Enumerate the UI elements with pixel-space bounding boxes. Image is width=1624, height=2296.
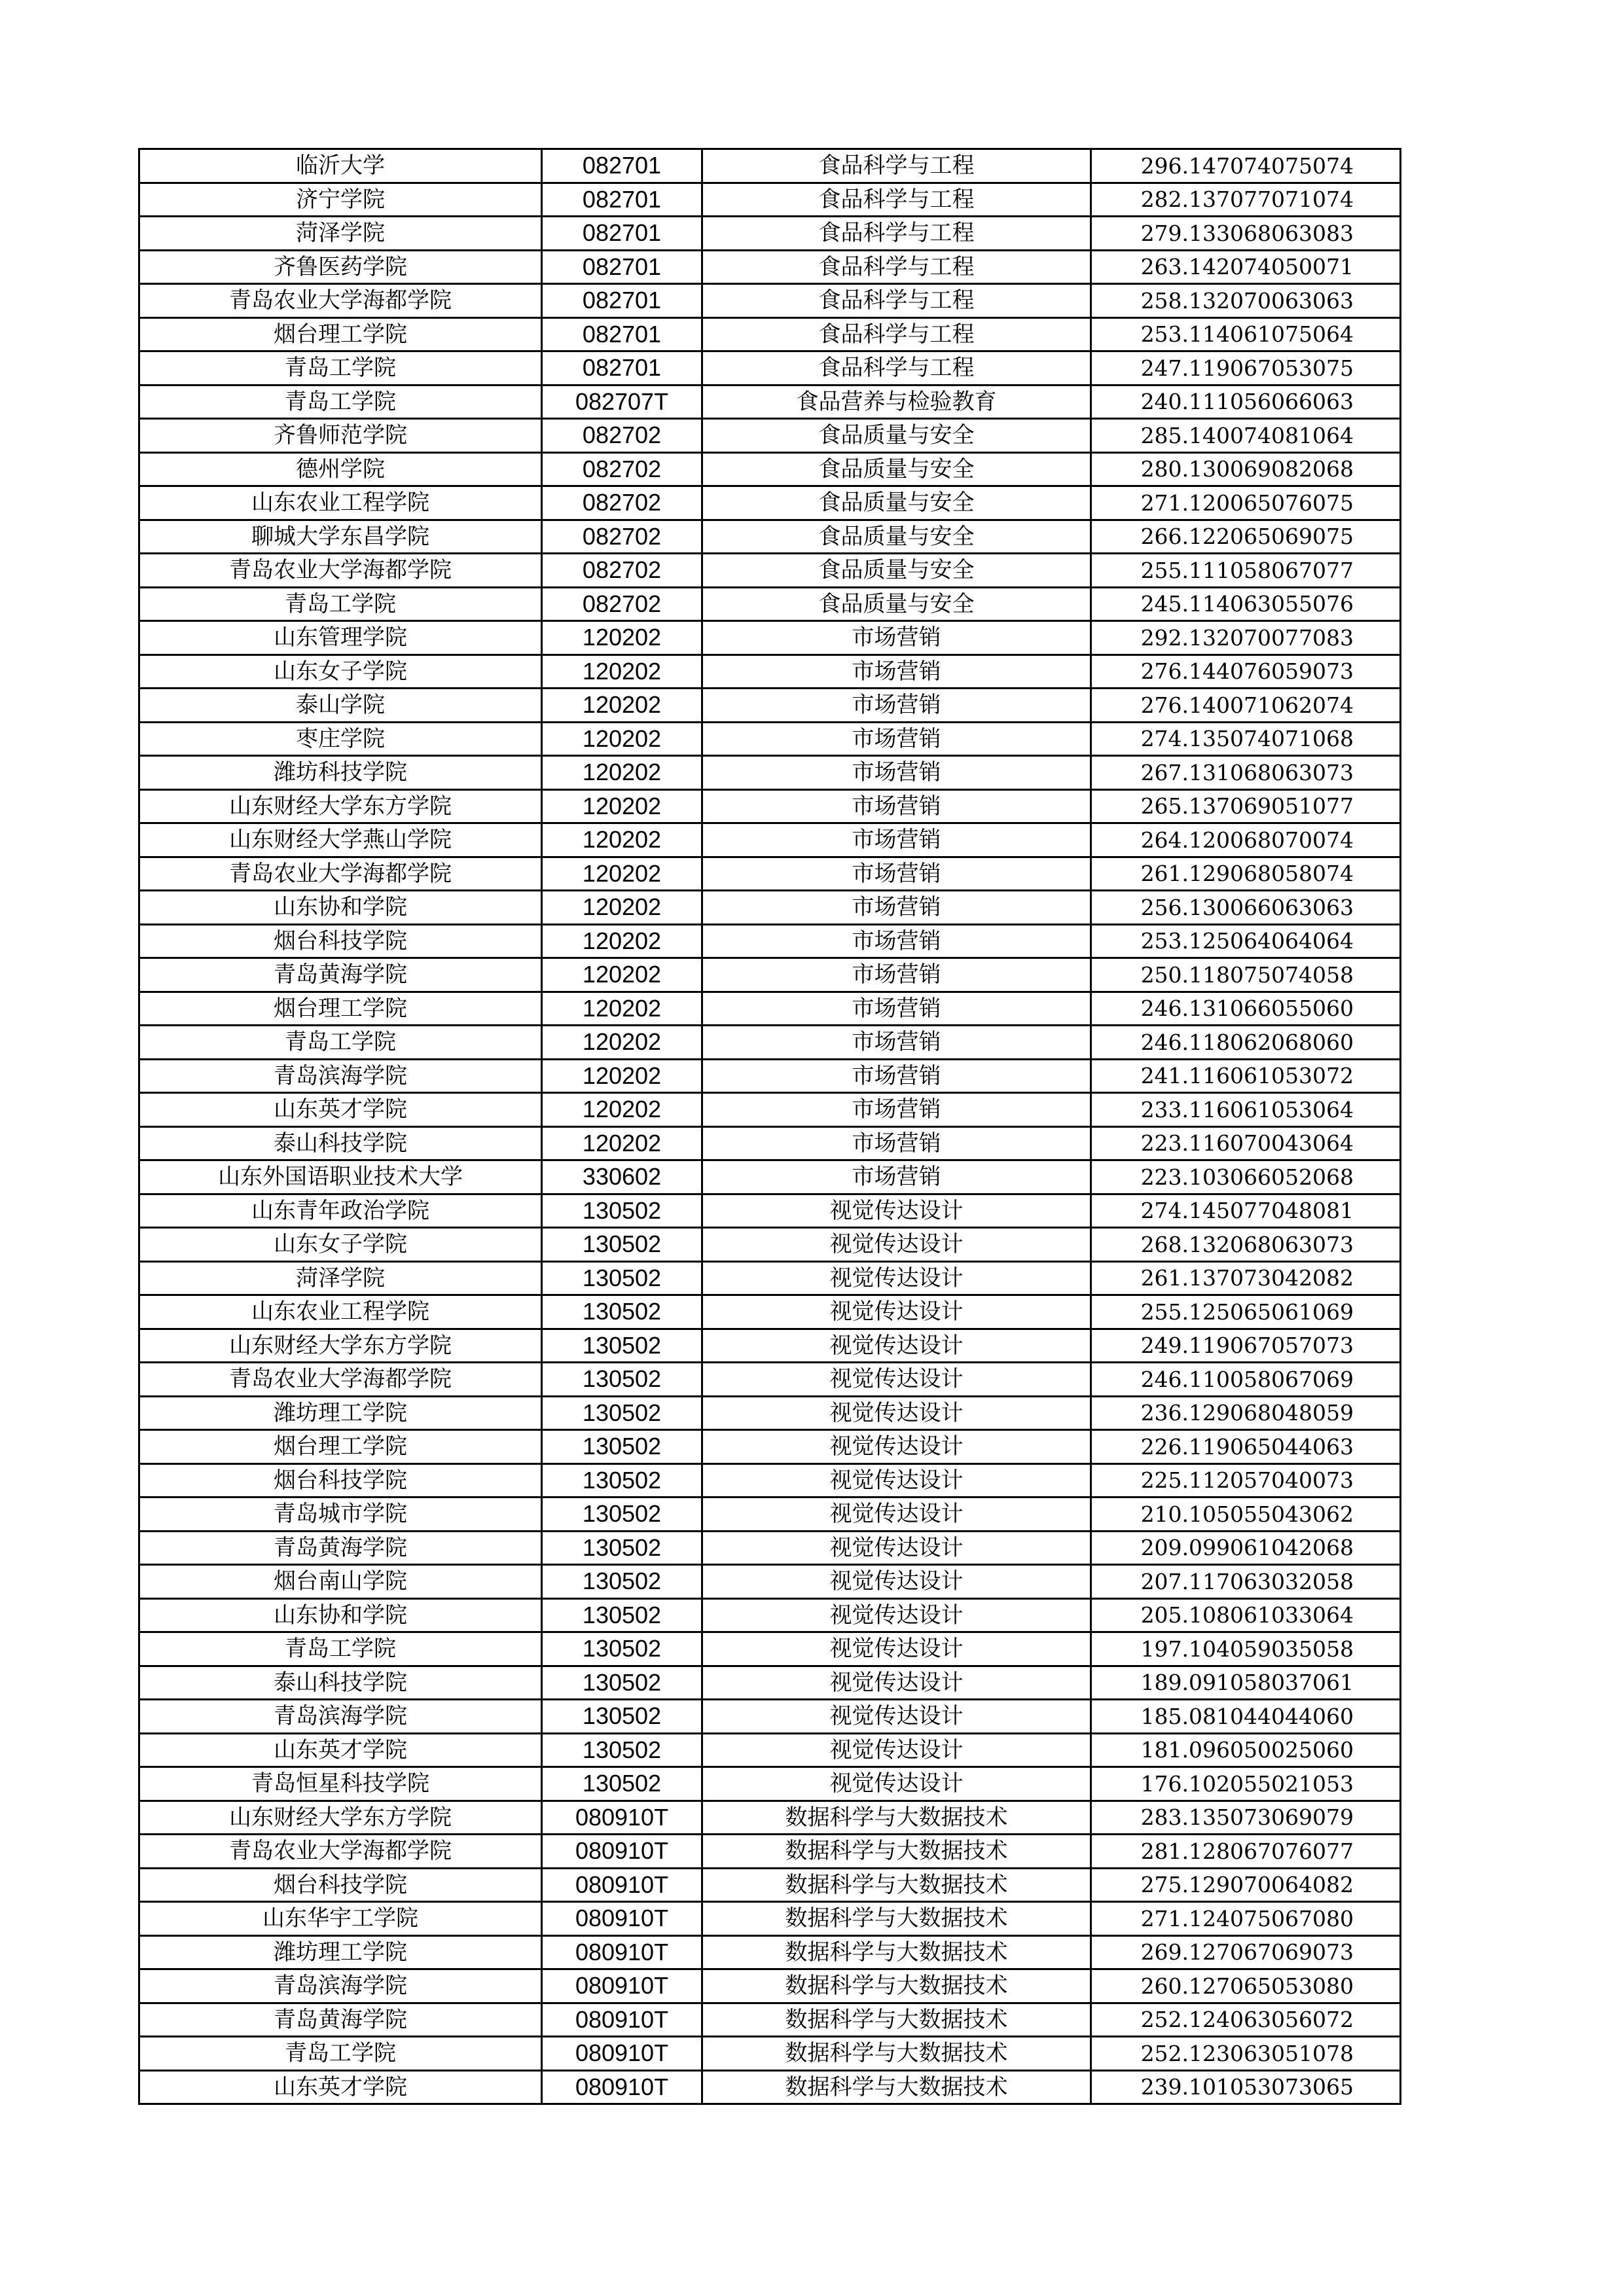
major-name-cell: 食品科学与工程 (702, 284, 1091, 318)
major-code-cell: 120202 (542, 992, 702, 1026)
major-code-cell: 120202 (542, 722, 702, 756)
major-name-cell: 视觉传达设计 (702, 1295, 1091, 1329)
score-cell: 197.104059035058 (1091, 1632, 1401, 1666)
school-name-cell: 齐鲁师范学院 (139, 419, 542, 453)
major-code-cell: 130502 (542, 1463, 702, 1498)
table-row (139, 250, 1401, 284)
score-cell: 263.142074050071 (1091, 250, 1401, 284)
school-name-cell: 枣庄学院 (139, 722, 542, 756)
school-name-cell: 菏泽学院 (139, 1261, 542, 1295)
major-code-cell: 130502 (542, 1430, 702, 1464)
table-row (139, 655, 1401, 689)
major-code-cell: 080910T (542, 1902, 702, 1936)
school-name-cell: 青岛滨海学院 (139, 1059, 542, 1093)
score-cell: 246.118062068060 (1091, 1026, 1401, 1060)
major-name-cell: 数据科学与大数据技术 (702, 1969, 1091, 2003)
score-cell: 225.112057040073 (1091, 1463, 1401, 1498)
table-row (139, 1463, 1401, 1498)
score-cell: 258.132070063063 (1091, 284, 1401, 318)
table-row (139, 789, 1401, 823)
major-code-cell: 120202 (542, 689, 702, 723)
table-row (139, 1093, 1401, 1127)
score-cell: 207.117063032058 (1091, 1565, 1401, 1599)
major-name-cell: 市场营销 (702, 1126, 1091, 1160)
major-name-cell: 数据科学与大数据技术 (702, 1835, 1091, 1869)
table-row (139, 284, 1401, 318)
table-row (139, 958, 1401, 992)
major-code-cell: 130502 (542, 1329, 702, 1363)
table-row (139, 520, 1401, 554)
school-name-cell: 齐鲁医药学院 (139, 250, 542, 284)
major-name-cell: 视觉传达设计 (702, 1329, 1091, 1363)
school-name-cell: 烟台理工学院 (139, 317, 542, 351)
school-name-cell: 青岛滨海学院 (139, 1700, 542, 1734)
major-name-cell: 市场营销 (702, 1059, 1091, 1093)
major-code-cell: 080910T (542, 1935, 702, 1969)
major-name-cell: 视觉传达设计 (702, 1396, 1091, 1430)
major-name-cell: 视觉传达设计 (702, 1733, 1091, 1767)
major-code-cell: 082702 (542, 452, 702, 486)
major-code-cell: 130502 (542, 1565, 702, 1599)
table-row (139, 722, 1401, 756)
major-name-cell: 市场营销 (702, 857, 1091, 891)
table-row (139, 1228, 1401, 1262)
table-row (139, 1733, 1401, 1767)
score-cell: 185.081044044060 (1091, 1700, 1401, 1734)
school-name-cell: 山东协和学院 (139, 1598, 542, 1632)
major-code-cell: 130502 (542, 1733, 702, 1767)
school-name-cell: 山东农业工程学院 (139, 486, 542, 520)
table-row (139, 823, 1401, 857)
score-cell: 280.130069082068 (1091, 452, 1401, 486)
major-name-cell: 市场营销 (702, 992, 1091, 1026)
score-cell: 264.120068070074 (1091, 823, 1401, 857)
score-cell: 269.127067069073 (1091, 1935, 1401, 1969)
table-row (139, 1396, 1401, 1430)
school-name-cell: 山东财经大学燕山学院 (139, 823, 542, 857)
admission-score-table (138, 148, 1401, 2105)
school-name-cell: 青岛滨海学院 (139, 1969, 542, 2003)
major-code-cell: 130502 (542, 1261, 702, 1295)
major-code-cell: 120202 (542, 823, 702, 857)
major-code-cell: 082701 (542, 183, 702, 217)
major-code-cell: 080910T (542, 2003, 702, 2037)
table-row (139, 419, 1401, 453)
school-name-cell: 德州学院 (139, 452, 542, 486)
major-code-cell: 120202 (542, 1026, 702, 1060)
table-row (139, 1329, 1401, 1363)
score-cell: 271.120065076075 (1091, 486, 1401, 520)
major-name-cell: 市场营销 (702, 756, 1091, 790)
table-row (139, 1430, 1401, 1464)
score-cell: 239.101053073065 (1091, 2070, 1401, 2104)
major-name-cell: 数据科学与大数据技术 (702, 2003, 1091, 2037)
score-cell: 274.135074071068 (1091, 722, 1401, 756)
major-code-cell: 120202 (542, 1093, 702, 1127)
score-cell: 268.132068063073 (1091, 1228, 1401, 1262)
major-name-cell: 视觉传达设计 (702, 1531, 1091, 1565)
table-row (139, 2070, 1401, 2104)
score-cell: 255.111058067077 (1091, 554, 1401, 588)
major-code-cell: 082702 (542, 554, 702, 588)
major-code-cell: 130502 (542, 1295, 702, 1329)
table-body (139, 149, 1401, 2104)
school-name-cell: 青岛农业大学海都学院 (139, 554, 542, 588)
table-row (139, 1498, 1401, 1532)
score-cell: 189.091058037061 (1091, 1666, 1401, 1700)
score-cell: 246.131066055060 (1091, 992, 1401, 1026)
major-name-cell: 市场营销 (702, 722, 1091, 756)
major-name-cell: 市场营销 (702, 1093, 1091, 1127)
score-cell: 241.116061053072 (1091, 1059, 1401, 1093)
major-code-cell: 120202 (542, 1059, 702, 1093)
major-name-cell: 视觉传达设计 (702, 1430, 1091, 1464)
score-cell: 253.125064064064 (1091, 924, 1401, 958)
school-name-cell: 青岛工学院 (139, 2037, 542, 2071)
score-cell: 247.119067053075 (1091, 351, 1401, 386)
school-name-cell: 菏泽学院 (139, 217, 542, 251)
table-row (139, 351, 1401, 386)
score-cell: 252.123063051078 (1091, 2037, 1401, 2071)
major-code-cell: 082701 (542, 317, 702, 351)
school-name-cell: 青岛农业大学海都学院 (139, 284, 542, 318)
table-row (139, 1160, 1401, 1194)
score-cell: 275.129070064082 (1091, 1868, 1401, 1902)
score-cell: 209.099061042068 (1091, 1531, 1401, 1565)
table-row (139, 1194, 1401, 1228)
table-row (139, 1935, 1401, 1969)
score-cell: 296.147074075074 (1091, 149, 1401, 183)
school-name-cell: 潍坊理工学院 (139, 1396, 542, 1430)
major-name-cell: 食品质量与安全 (702, 486, 1091, 520)
school-name-cell: 济宁学院 (139, 183, 542, 217)
major-code-cell: 080910T (542, 1835, 702, 1869)
major-name-cell: 市场营销 (702, 958, 1091, 992)
school-name-cell: 临沂大学 (139, 149, 542, 183)
score-cell: 261.129068058074 (1091, 857, 1401, 891)
score-cell: 223.116070043064 (1091, 1126, 1401, 1160)
table-row (139, 891, 1401, 925)
major-name-cell: 视觉传达设计 (702, 1767, 1091, 1801)
score-cell: 252.124063056072 (1091, 2003, 1401, 2037)
score-cell: 271.124075067080 (1091, 1902, 1401, 1936)
major-name-cell: 视觉传达设计 (702, 1666, 1091, 1700)
table-row (139, 1767, 1401, 1801)
major-name-cell: 市场营销 (702, 823, 1091, 857)
table-row (139, 621, 1401, 655)
score-cell: 176.102055021053 (1091, 1767, 1401, 1801)
school-name-cell: 山东农业工程学院 (139, 1295, 542, 1329)
school-name-cell: 烟台科技学院 (139, 1868, 542, 1902)
major-code-cell: 130502 (542, 1700, 702, 1734)
major-name-cell: 视觉传达设计 (702, 1598, 1091, 1632)
major-name-cell: 食品质量与安全 (702, 419, 1091, 453)
major-name-cell: 市场营销 (702, 891, 1091, 925)
school-name-cell: 烟台理工学院 (139, 1430, 542, 1464)
school-name-cell: 烟台理工学院 (139, 992, 542, 1026)
school-name-cell: 山东华宇工学院 (139, 1902, 542, 1936)
school-name-cell: 山东财经大学东方学院 (139, 1329, 542, 1363)
major-name-cell: 数据科学与大数据技术 (702, 2037, 1091, 2071)
major-code-cell: 120202 (542, 924, 702, 958)
score-cell: 279.133068063083 (1091, 217, 1401, 251)
table-row (139, 1261, 1401, 1295)
major-code-cell: 120202 (542, 1126, 702, 1160)
table-row (139, 1126, 1401, 1160)
score-cell: 255.125065061069 (1091, 1295, 1401, 1329)
table-row (139, 1969, 1401, 2003)
major-name-cell: 食品质量与安全 (702, 587, 1091, 621)
major-name-cell: 视觉传达设计 (702, 1498, 1091, 1532)
major-code-cell: 120202 (542, 891, 702, 925)
major-code-cell: 082701 (542, 149, 702, 183)
major-name-cell: 市场营销 (702, 1026, 1091, 1060)
score-cell: 246.110058067069 (1091, 1363, 1401, 1397)
school-name-cell: 烟台科技学院 (139, 924, 542, 958)
school-name-cell: 青岛农业大学海都学院 (139, 1835, 542, 1869)
school-name-cell: 山东财经大学东方学院 (139, 1801, 542, 1835)
score-cell: 261.137073042082 (1091, 1261, 1401, 1295)
major-name-cell: 数据科学与大数据技术 (702, 2070, 1091, 2104)
major-code-cell: 082702 (542, 520, 702, 554)
major-code-cell: 130502 (542, 1632, 702, 1666)
school-name-cell: 青岛工学院 (139, 351, 542, 386)
major-code-cell: 082701 (542, 217, 702, 251)
school-name-cell: 潍坊科技学院 (139, 756, 542, 790)
school-name-cell: 青岛恒星科技学院 (139, 1767, 542, 1801)
major-code-cell: 130502 (542, 1194, 702, 1228)
school-name-cell: 青岛农业大学海都学院 (139, 1363, 542, 1397)
major-code-cell: 080910T (542, 1969, 702, 2003)
major-name-cell: 市场营销 (702, 1160, 1091, 1194)
major-code-cell: 082702 (542, 587, 702, 621)
major-name-cell: 数据科学与大数据技术 (702, 1801, 1091, 1835)
major-name-cell: 市场营销 (702, 689, 1091, 723)
school-name-cell: 泰山学院 (139, 689, 542, 723)
major-code-cell: 130502 (542, 1228, 702, 1262)
table-row (139, 486, 1401, 520)
major-name-cell: 市场营销 (702, 655, 1091, 689)
school-name-cell: 山东英才学院 (139, 1733, 542, 1767)
score-cell: 292.132070077083 (1091, 621, 1401, 655)
major-name-cell: 市场营销 (702, 924, 1091, 958)
school-name-cell: 山东英才学院 (139, 2070, 542, 2104)
table-row (139, 587, 1401, 621)
major-code-cell: 082702 (542, 419, 702, 453)
major-code-cell: 130502 (542, 1396, 702, 1430)
score-cell: 265.137069051077 (1091, 789, 1401, 823)
table-row (139, 1666, 1401, 1700)
major-code-cell: 082701 (542, 250, 702, 284)
major-name-cell: 食品科学与工程 (702, 351, 1091, 386)
score-cell: 205.108061033064 (1091, 1598, 1401, 1632)
major-code-cell: 130502 (542, 1666, 702, 1700)
score-cell: 266.122065069075 (1091, 520, 1401, 554)
major-name-cell: 视觉传达设计 (702, 1228, 1091, 1262)
school-name-cell: 青岛工学院 (139, 1026, 542, 1060)
major-name-cell: 视觉传达设计 (702, 1463, 1091, 1498)
major-name-cell: 视觉传达设计 (702, 1632, 1091, 1666)
table-row (139, 924, 1401, 958)
major-name-cell: 食品质量与安全 (702, 452, 1091, 486)
score-cell: 249.119067057073 (1091, 1329, 1401, 1363)
table-row (139, 2037, 1401, 2071)
table-row (139, 2003, 1401, 2037)
major-name-cell: 视觉传达设计 (702, 1363, 1091, 1397)
major-code-cell: 080910T (542, 1801, 702, 1835)
score-cell: 285.140074081064 (1091, 419, 1401, 453)
score-cell: 267.131068063073 (1091, 756, 1401, 790)
table-row (139, 183, 1401, 217)
major-name-cell: 数据科学与大数据技术 (702, 1935, 1091, 1969)
school-name-cell: 泰山科技学院 (139, 1666, 542, 1700)
table-row (139, 1295, 1401, 1329)
table-row (139, 1565, 1401, 1599)
score-cell: 245.114063055076 (1091, 587, 1401, 621)
table-row (139, 689, 1401, 723)
school-name-cell: 山东女子学院 (139, 1228, 542, 1262)
score-cell: 250.118075074058 (1091, 958, 1401, 992)
score-cell: 256.130066063063 (1091, 891, 1401, 925)
school-name-cell: 烟台南山学院 (139, 1565, 542, 1599)
table-row (139, 452, 1401, 486)
major-name-cell: 食品科学与工程 (702, 183, 1091, 217)
major-name-cell: 视觉传达设计 (702, 1261, 1091, 1295)
score-cell: 210.105055043062 (1091, 1498, 1401, 1532)
school-name-cell: 青岛黄海学院 (139, 2003, 542, 2037)
major-code-cell: 130502 (542, 1531, 702, 1565)
major-name-cell: 食品质量与安全 (702, 520, 1091, 554)
table-row (139, 992, 1401, 1026)
major-name-cell: 食品科学与工程 (702, 149, 1091, 183)
school-name-cell: 青岛工学院 (139, 1632, 542, 1666)
table-row (139, 554, 1401, 588)
score-cell: 181.096050025060 (1091, 1733, 1401, 1767)
score-cell: 282.137077071074 (1091, 183, 1401, 217)
school-name-cell: 青岛工学院 (139, 385, 542, 419)
major-name-cell: 食品科学与工程 (702, 217, 1091, 251)
score-cell: 281.128067076077 (1091, 1835, 1401, 1869)
school-name-cell: 青岛黄海学院 (139, 958, 542, 992)
major-name-cell: 市场营销 (702, 621, 1091, 655)
table-row (139, 857, 1401, 891)
score-cell: 283.135073069079 (1091, 1801, 1401, 1835)
major-code-cell: 130502 (542, 1767, 702, 1801)
score-cell: 233.116061053064 (1091, 1093, 1401, 1127)
major-code-cell: 082707T (542, 385, 702, 419)
score-cell: 276.140071062074 (1091, 689, 1401, 723)
table-row (139, 756, 1401, 790)
major-name-cell: 食品科学与工程 (702, 250, 1091, 284)
school-name-cell: 山东女子学院 (139, 655, 542, 689)
score-cell: 253.114061075064 (1091, 317, 1401, 351)
major-name-cell: 食品科学与工程 (702, 317, 1091, 351)
table-row (139, 385, 1401, 419)
major-code-cell: 130502 (542, 1498, 702, 1532)
major-code-cell: 120202 (542, 756, 702, 790)
table-row (139, 1868, 1401, 1902)
table-row (139, 1598, 1401, 1632)
score-cell: 276.144076059073 (1091, 655, 1401, 689)
table-row (139, 1363, 1401, 1397)
school-name-cell: 青岛城市学院 (139, 1498, 542, 1532)
table-row (139, 1801, 1401, 1835)
school-name-cell: 山东英才学院 (139, 1093, 542, 1127)
major-name-cell: 数据科学与大数据技术 (702, 1868, 1091, 1902)
major-code-cell: 120202 (542, 958, 702, 992)
major-name-cell: 视觉传达设计 (702, 1565, 1091, 1599)
major-code-cell: 120202 (542, 621, 702, 655)
table-row (139, 1632, 1401, 1666)
school-name-cell: 青岛黄海学院 (139, 1531, 542, 1565)
major-code-cell: 082702 (542, 486, 702, 520)
score-cell: 223.103066052068 (1091, 1160, 1401, 1194)
table-row (139, 149, 1401, 183)
score-cell: 274.145077048081 (1091, 1194, 1401, 1228)
school-name-cell: 山东财经大学东方学院 (139, 789, 542, 823)
major-name-cell: 食品营养与检验教育 (702, 385, 1091, 419)
major-code-cell: 330602 (542, 1160, 702, 1194)
table-row (139, 1700, 1401, 1734)
school-name-cell: 聊城大学东昌学院 (139, 520, 542, 554)
table-row (139, 1835, 1401, 1869)
major-name-cell: 数据科学与大数据技术 (702, 1902, 1091, 1936)
school-name-cell: 潍坊理工学院 (139, 1935, 542, 1969)
major-code-cell: 130502 (542, 1598, 702, 1632)
school-name-cell: 烟台科技学院 (139, 1463, 542, 1498)
school-name-cell: 山东协和学院 (139, 891, 542, 925)
school-name-cell: 山东青年政治学院 (139, 1194, 542, 1228)
table-row (139, 1026, 1401, 1060)
major-code-cell: 080910T (542, 2070, 702, 2104)
table-row (139, 1531, 1401, 1565)
major-name-cell: 视觉传达设计 (702, 1700, 1091, 1734)
table-row (139, 317, 1401, 351)
major-name-cell: 市场营销 (702, 789, 1091, 823)
school-name-cell: 山东管理学院 (139, 621, 542, 655)
major-code-cell: 080910T (542, 1868, 702, 1902)
score-cell: 236.129068048059 (1091, 1396, 1401, 1430)
school-name-cell: 青岛工学院 (139, 587, 542, 621)
table-row (139, 217, 1401, 251)
score-cell: 240.111056066063 (1091, 385, 1401, 419)
major-code-cell: 080910T (542, 2037, 702, 2071)
major-code-cell: 130502 (542, 1363, 702, 1397)
major-name-cell: 视觉传达设计 (702, 1194, 1091, 1228)
major-code-cell: 082701 (542, 284, 702, 318)
major-name-cell: 食品质量与安全 (702, 554, 1091, 588)
major-code-cell: 082701 (542, 351, 702, 386)
school-name-cell: 青岛农业大学海都学院 (139, 857, 542, 891)
school-name-cell: 山东外国语职业技术大学 (139, 1160, 542, 1194)
table-row (139, 1902, 1401, 1936)
major-code-cell: 120202 (542, 857, 702, 891)
school-name-cell: 泰山科技学院 (139, 1126, 542, 1160)
major-code-cell: 120202 (542, 789, 702, 823)
table-row (139, 1059, 1401, 1093)
score-cell: 226.119065044063 (1091, 1430, 1401, 1464)
score-cell: 260.127065053080 (1091, 1969, 1401, 2003)
major-code-cell: 120202 (542, 655, 702, 689)
